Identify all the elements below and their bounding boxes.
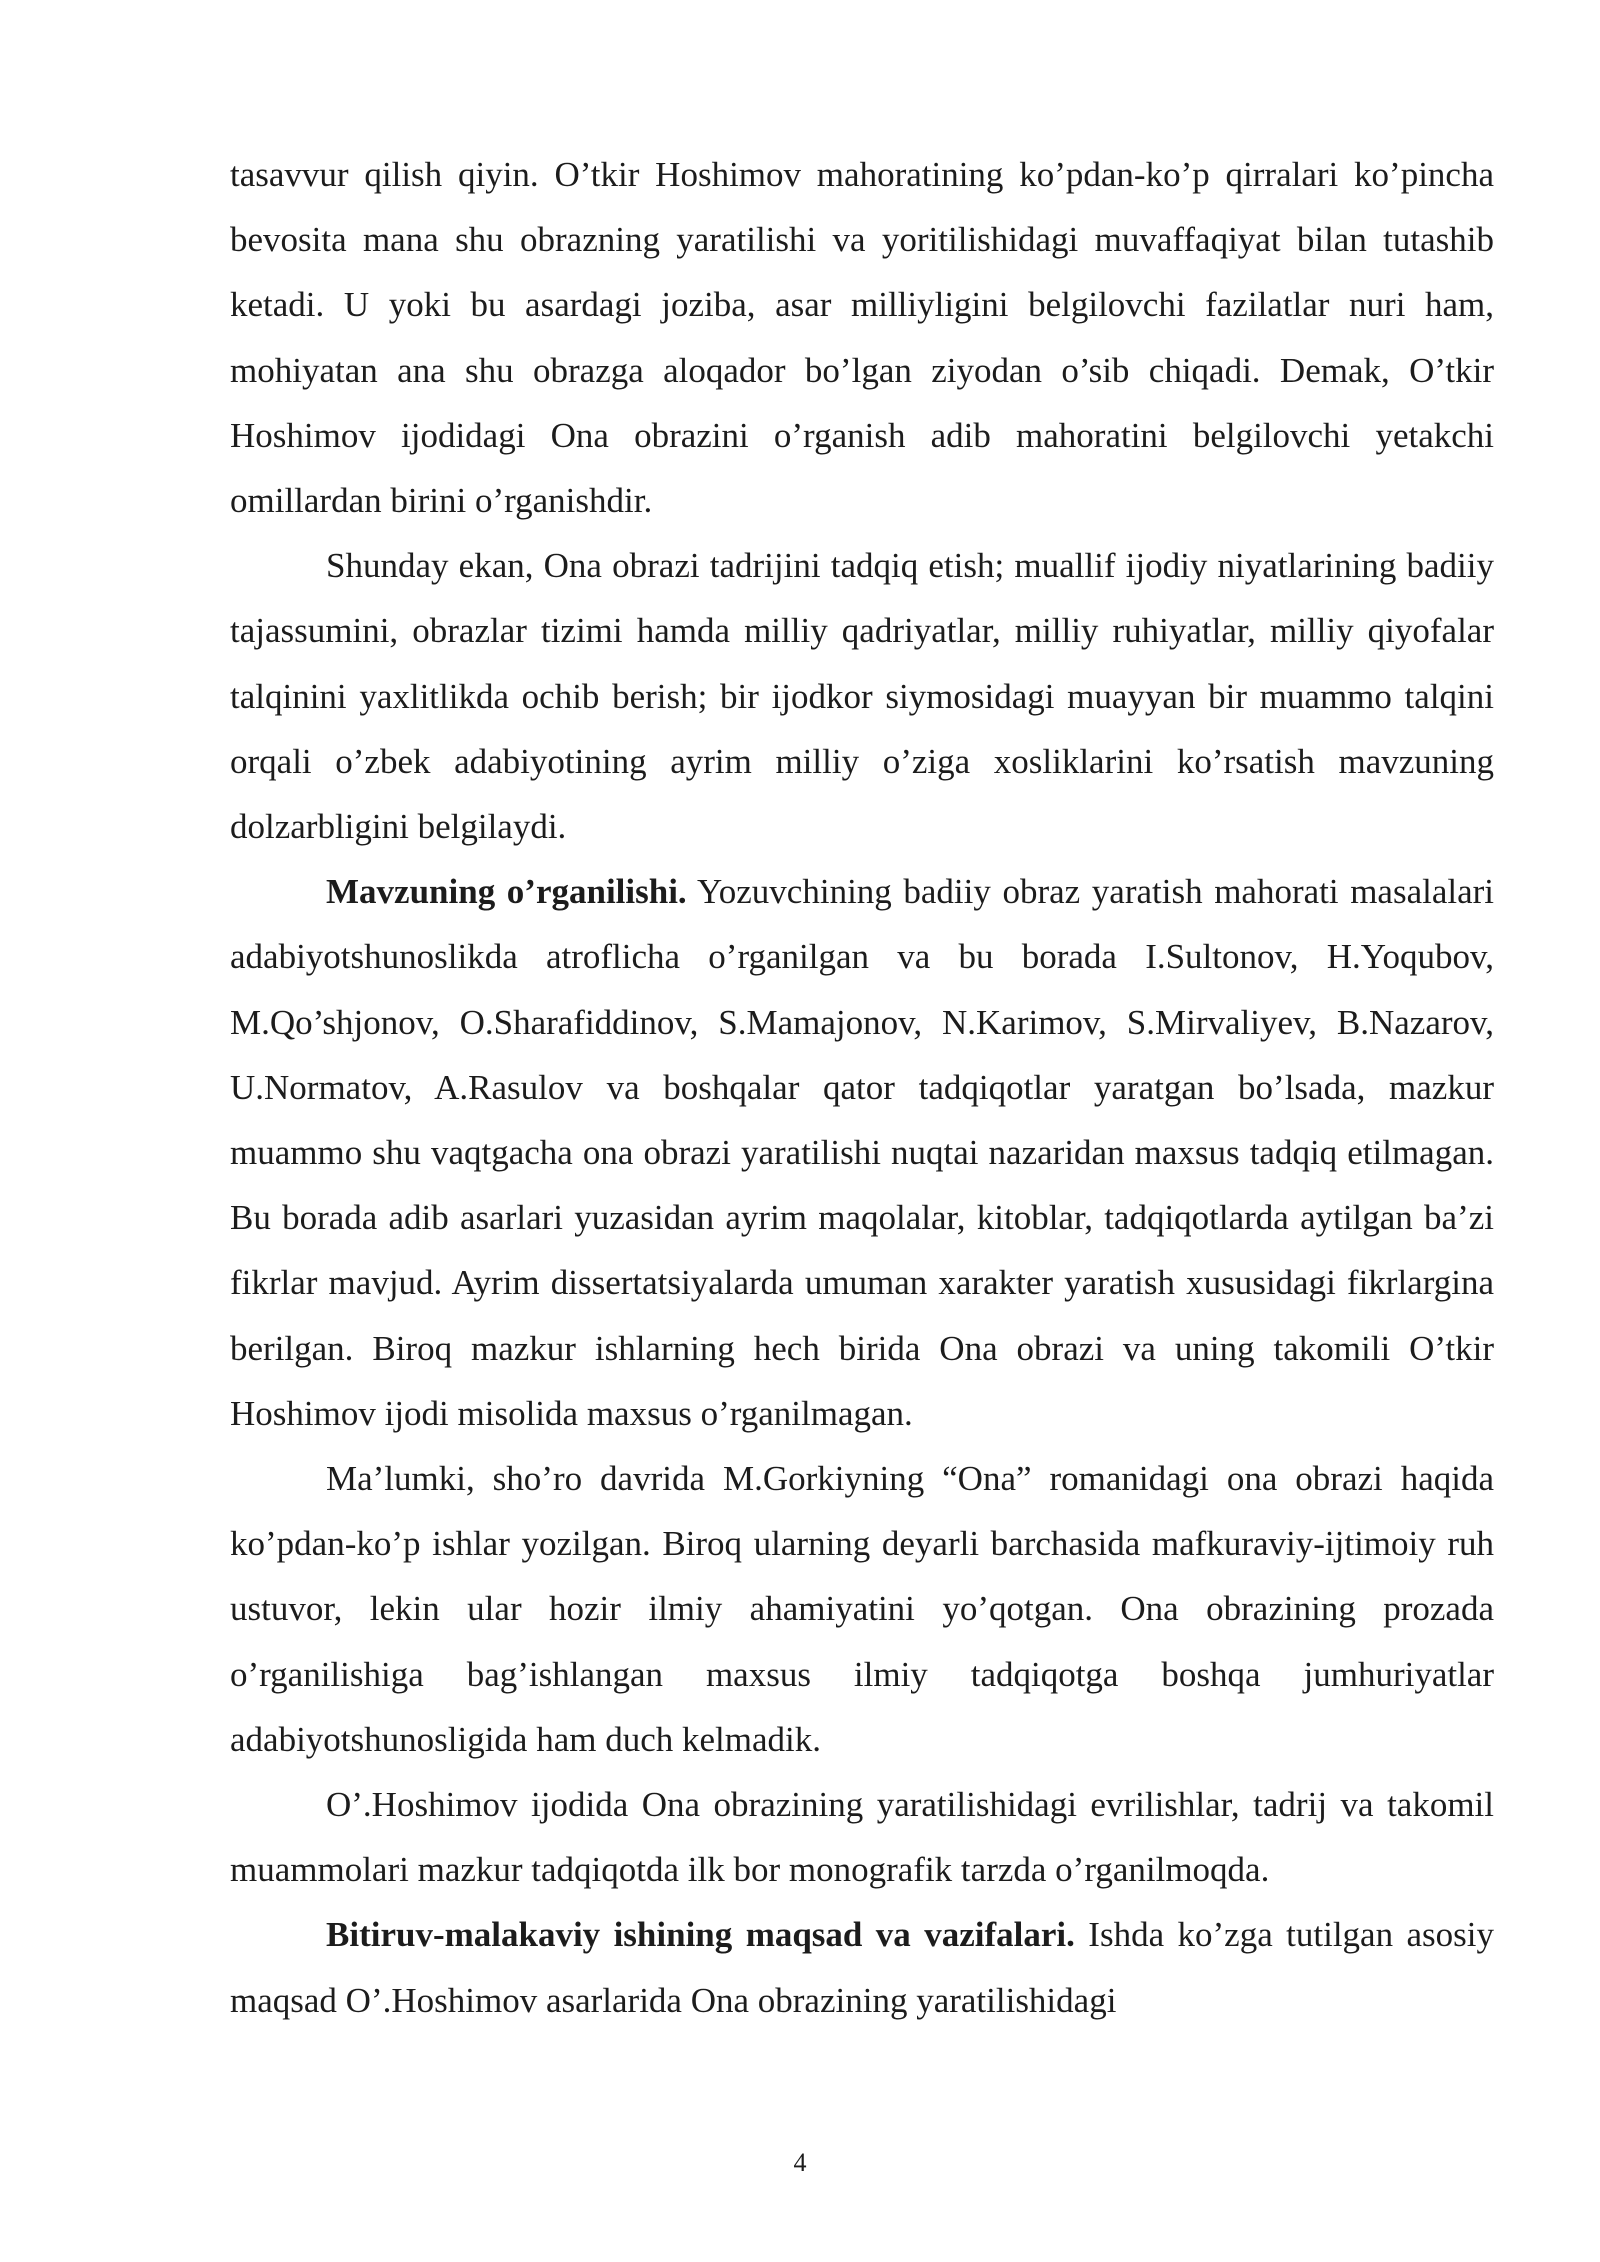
section-heading: Bitiruv-malakaviy ishining maqsad va vazifalari. <box>326 1915 1075 1955</box>
paragraph-text: Ishda ko’zga tutilgan asosiy maqsad O’.Hoshimov asarlarida Ona obrazining yaratilishidagi <box>230 1915 1495 2020</box>
paragraph-intro <box>230 142 1494 533</box>
document-page <box>230 142 1494 2033</box>
paragraph-text: Yozuvchining badiiy obraz yaratish mahorati masalalari adabiyotshunoslikda atroflicha o’rganilgan va bu borada I.Sultonov, H.Yoqubov, M.Qo’shjonov, O.Sharafiddinov, S.Mamajonov, N.Karimov, S.Mirvaliyev, B.Nazarov, U.Normatov, A.Rasulov va boshqalar qator tadqiqotlar yaratgan bo’lsada, mazkur muammo shu vaqtgacha ona obrazi yaratilishi nuqtai nazaridan maxsus tadqiq etilmagan. Bu borada adib asarlari yuzasidan ayrim maqolalar, kitoblar, tadqiqotlarda aytilgan ba’zi fikrlar mavjud. Ayrim dissertatsiyalarda umuman xarakter yaratish xususidagi fikrlargina berilgan. Biroq mazkur ishlarning hech birida Ona obrazi va uning takomili O’tkir Hoshimov ijodi misolida maxsus o’rganilmagan. <box>230 872 1495 1433</box>
paragraph-goals <box>230 1902 1494 2032</box>
paragraph-text: tasavvur qilish qiyin. O’tkir Hoshimov mahoratining ko’pdan-ko’p qirralari ko’pincha bevosita mana shu obrazning yaratilishi va yoritilishidagi muvaffaqiyat bilan tutashib ketadi. U yoki bu asardagi joziba, asar milliyligini belgilovchi fazilatlar nuri ham, mohiyatan ana shu obrazga aloqador bo’lgan ziyodan o’sib chiqadi. Demak, O’tkir Hoshimov ijodidagi Ona obrazini o’rganish adib mahoratini belgilovchi yetakchi omillardan birini o’rganishdir. <box>230 155 1494 521</box>
paragraph-soviet-period <box>230 1446 1494 1772</box>
page-number: 4 <box>793 2148 807 2177</box>
paragraph-study-history <box>230 859 1494 1446</box>
paragraph-text: Ma’lumki, sho’ro davrida M.Gorkiyning “Ona” romanidagi ona obrazi haqida ko’pdan-ko’p ishlar yozilgan. Biroq ularning deyarli barchasida mafkuraviy-ijtimoiy ruh ustuvor, lekin ular hozir ilmiy ahamiyatini yo’qotgan. Ona obrazining prozada o’rganilishiga bag’ishlangan maxsus ilmiy tadqiqotga boshqa jumhuriyatlar adabiyotshunosligida ham duch kelmadik. <box>230 1459 1494 1759</box>
section-heading: Mavzuning o’rganilishi. <box>326 872 687 912</box>
paragraph-novelty <box>230 1772 1494 1902</box>
paragraph-text: Shunday ekan, Ona obrazi tadrijini tadqiq etish; muallif ijodiy niyatlarining badiiy tajassumini, obrazlar tizimi hamda milliy qadriyatlar, milliy ruhiyatlar, milliy qiyofalar talqinini yaxlitlikda ochib berish; bir ijodkor siymosidagi muayyan bir muammo talqini orqali o’zbek adabiyotining ayrim milliy o’ziga xosliklarini ko’rsatish mavzuning dolzarbligini belgilaydi. <box>230 546 1494 847</box>
paragraph-text: O’.Hoshimov ijodida Ona obrazining yaratilishidagi evrilishlar, tadrij va takomil muammolari mazkur tadqiqotda ilk bor monografik tarzda o’rganilmoqda. <box>230 1785 1494 1890</box>
paragraph-relevance <box>230 533 1494 859</box>
